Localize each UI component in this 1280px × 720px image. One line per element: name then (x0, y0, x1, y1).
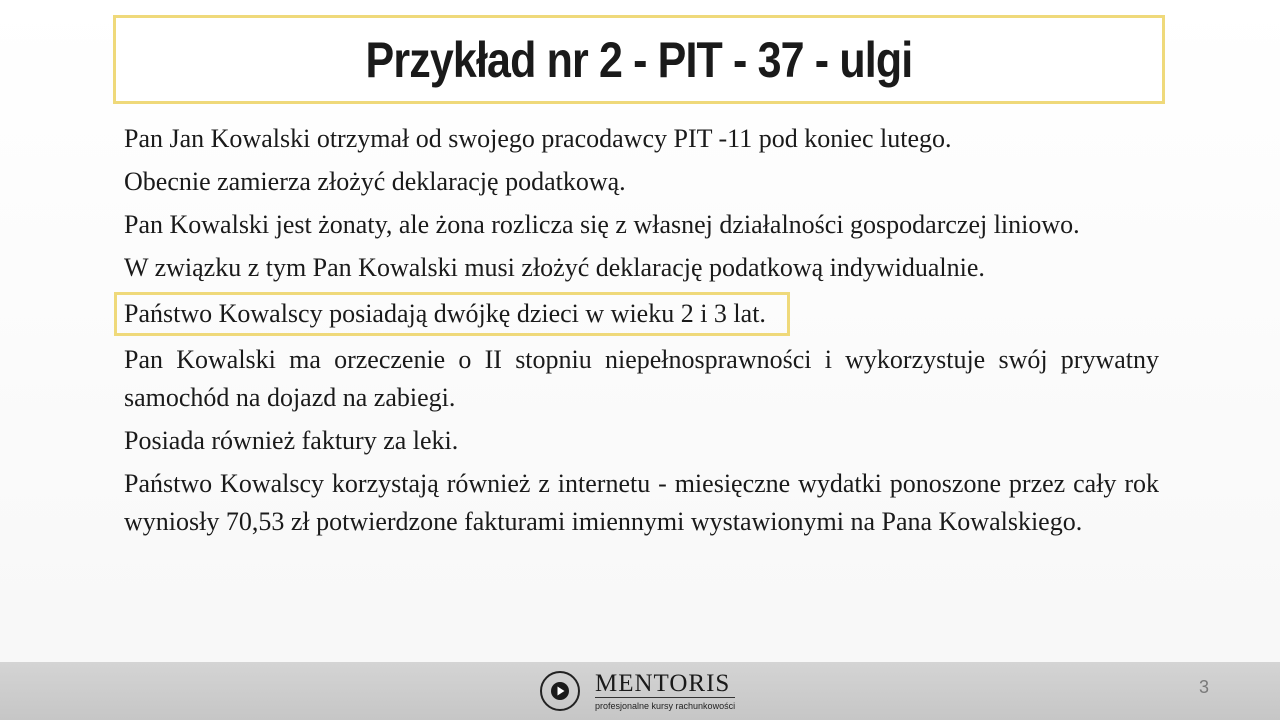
brand-tagline: profesjonalne kursy rachunkowości (595, 701, 736, 711)
paragraph-1: Pan Jan Kowalski otrzymał od swojego pracodawcy PIT -11 pod koniec lutego. (124, 124, 952, 153)
slide-body (124, 120, 1159, 546)
paragraph-8: Państwo Kowalscy korzystają również z internetu - miesięczne wydatki ponoszone przez cały rok wyniosły 70,53 zł potwierdzone fakturami imiennymi wystawionymi na Pana Kowalskiego. (124, 469, 1159, 536)
brand-name: MENTORIS (595, 671, 735, 698)
paragraph-3: Pan Kowalski jest żonaty, ale żona rozlicza się z własnej działalności gospodarczej liniowo. (124, 210, 1080, 239)
paragraph-4: W związku z tym Pan Kowalski musi złożyć deklarację podatkową indywidualnie. (124, 253, 985, 282)
footer-bar (0, 662, 1280, 720)
paragraph-7: Posiada również faktury za leki. (124, 426, 459, 455)
paragraph-2: Obecnie zamierza złożyć deklarację podatkową. (124, 167, 626, 196)
title-box (113, 15, 1165, 104)
paragraph-5-wrapper (124, 292, 1159, 336)
highlighted-paragraph: Państwo Kowalscy posiadają dwójkę dzieci w wieku 2 i 3 lat. (114, 292, 790, 336)
mentoris-logo (540, 671, 735, 711)
play-circle-icon (540, 671, 580, 711)
paragraph-6: Pan Kowalski ma orzeczenie o II stopniu niepełnosprawności i wykorzystuje swój prywatny samochód na dojazd na zabiegi. (124, 345, 1159, 412)
slide-title: Przykład nr 2 - PIT - 37 - ulgi (365, 31, 913, 88)
page-number: 3 (1198, 677, 1209, 697)
logo-text (595, 671, 735, 711)
